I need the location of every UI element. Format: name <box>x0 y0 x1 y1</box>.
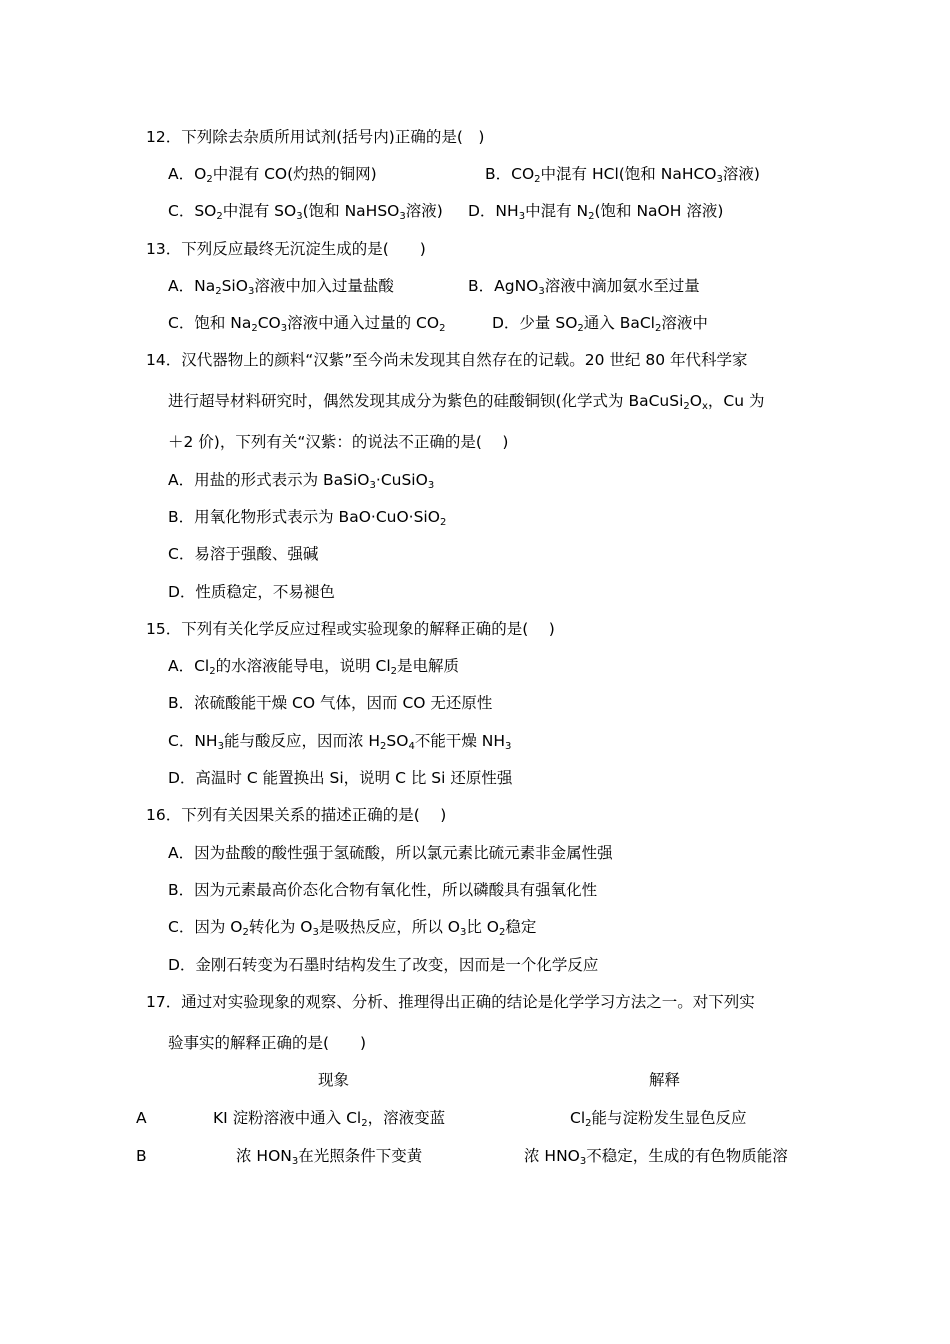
q15-stem: 15．下列有关化学反应过程或实验现象的解释正确的是( ) <box>146 620 555 638</box>
table-cell-explanation: $Cl_2$能与淀粉发生显色反应 <box>570 1109 747 1129</box>
q15-option-d: D．高温时 C 能置换出 Si，说明 C 比 Si 还原性强 <box>168 769 513 787</box>
q12-stem: 12．下列除去杂质所用试剂(括号内)正确的是( ) <box>146 128 485 146</box>
q16-option-a: A．因为盐酸的酸性强于氢硫酸，所以氯元素比硫元素非金属性强 <box>168 844 613 862</box>
q12-option-d: D．$NH_3$中混有 $N_2$(饱和 NaOH 溶液) <box>468 202 724 222</box>
q13-stem: 13．下列反应最终无沉淀生成的是( ) <box>146 240 426 258</box>
q16-option-b: B．因为元素最高价态化合物有氧化性，所以磷酸具有强氧化性 <box>168 881 598 899</box>
q14-option-a: A．用盐的形式表示为 BaSiO$_3$·CuSiO$_3$ <box>168 471 435 491</box>
q12-option-a: A．$O_2$中混有 CO(灼热的铜网) <box>168 165 377 185</box>
table-header-explanation: 解释 <box>649 1071 681 1089</box>
table-row-label: A <box>136 1109 147 1127</box>
q14-stem-line2: 进行超导材料研究时，偶然发现其成分为紫色的硅酸铜钡(化学式为 $BaCuSi_2O_x$，Cu 为 <box>168 392 765 412</box>
table-row-label: B <box>136 1147 147 1165</box>
q14-stem-line1: 14．汉代器物上的颜料“汉紫”至今尚未发现其自然存在的记载。20 世纪 80 年代科学家 <box>146 351 748 369</box>
q16-option-d: D．金刚石转变为石墨时结构发生了改变，因而是一个化学反应 <box>168 956 599 974</box>
q15-option-c: C．$NH_3$能与酸反应，因而浓 $H_2SO_4$不能干燥 $NH_3$ <box>168 732 512 752</box>
q15-option-b: B．浓硫酸能干燥 CO 气体，因而 CO 无还原性 <box>168 694 493 712</box>
q16-option-c: C．因为 $O_2$转化为 $O_3$是吸热反应，所以 $O_3$比 $O_2$稳定 <box>168 918 537 938</box>
q13-option-c: C．饱和 $Na_2CO_3$溶液中通入过量的 $CO_2$ <box>168 314 446 334</box>
table-cell-phenomenon: 浓 $HON_3$在光照条件下变黄 <box>236 1147 423 1167</box>
q13-option-a: A．$Na_2SiO_3$溶液中加入过量盐酸 <box>168 277 394 297</box>
q14-option-b: B．用氧化物形式表示为 BaO·CuO·SiO$_2$ <box>168 508 447 528</box>
q12-option-c: C．$SO_2$中混有 $SO_3$(饱和 NaHSO$_3$溶液) <box>168 202 443 222</box>
q16-stem: 16．下列有关因果关系的描述正确的是( ) <box>146 806 447 824</box>
q14-option-c: C．易溶于强酸、强碱 <box>168 545 319 563</box>
table-cell-explanation: 浓 $HNO_3$不稳定，生成的有色物质能溶 <box>524 1147 788 1167</box>
q17-stem-line2: 验事实的解释正确的是( ) <box>168 1034 367 1052</box>
q12-option-b: B．$CO_2$中混有 HCl(饱和 NaHCO$_3$溶液) <box>485 165 760 185</box>
table-header-phenomenon: 现象 <box>318 1071 350 1089</box>
q13-option-b: B．AgNO$_3$溶液中滴加氨水至过量 <box>468 277 700 297</box>
table-cell-phenomenon: KI 淀粉溶液中通入 $Cl_2$，溶液变蓝 <box>213 1109 446 1129</box>
q15-option-a: A．$Cl_2$的水溶液能导电，说明 $Cl_2$是电解质 <box>168 657 460 677</box>
q17-stem-line1: 17．通过对实验现象的观察、分析、推理得出正确的结论是化学学习方法之一。对下列实 <box>146 993 755 1011</box>
q14-option-d: D．性质稳定，不易褪色 <box>168 583 335 601</box>
q14-stem-line3: ＋2 价)，下列有关“汉紫：的说法不正确的是( ) <box>168 433 509 451</box>
q13-option-d: D．少量 $SO_2$通入 BaCl$_2$溶液中 <box>492 314 708 334</box>
